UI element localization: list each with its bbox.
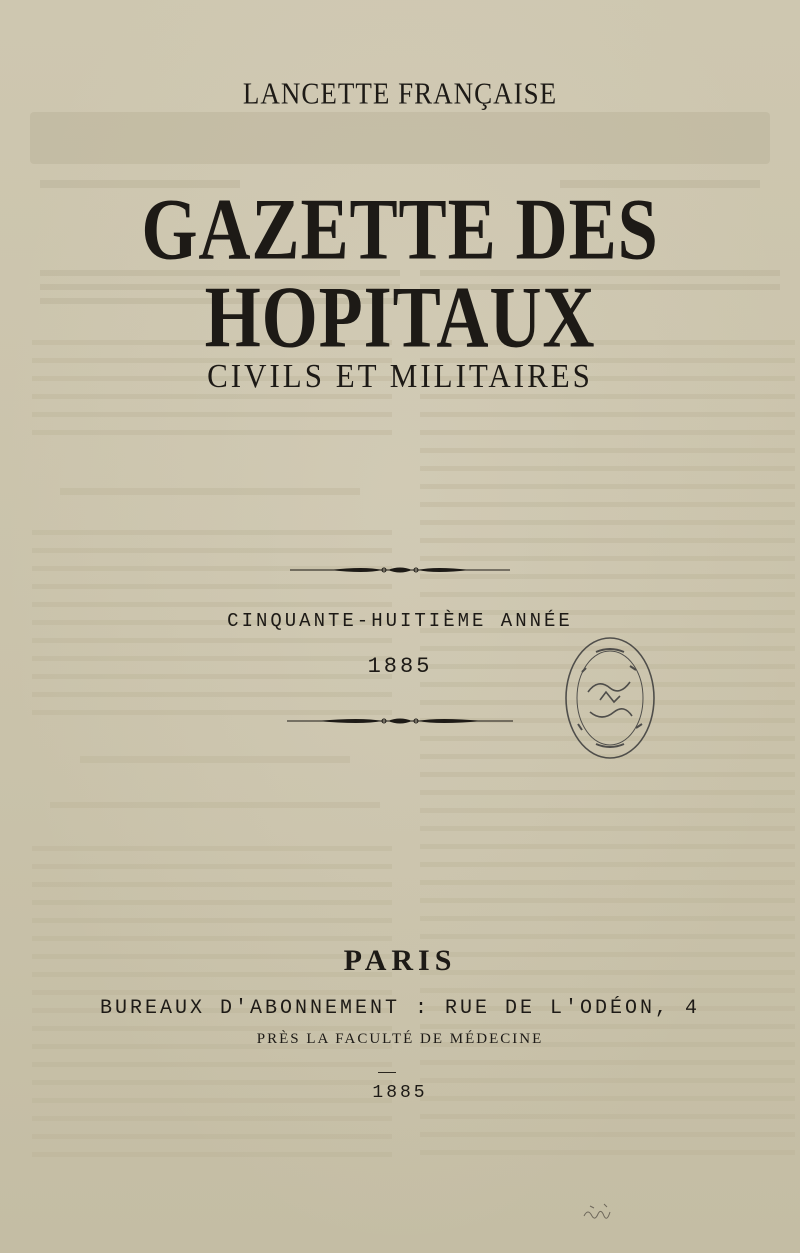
imprint-city: PARIS <box>343 944 457 977</box>
shelf-mark-icon <box>580 1198 620 1224</box>
volume-year: 1885 <box>367 654 433 679</box>
imprint-note: PRÈS LA FACULTÉ DE MÉDECINE <box>256 1031 544 1047</box>
year-volume-label: CINQUANTE-HUITIÈME ANNÉE <box>227 610 573 632</box>
publication-tagline: CIVILS ET MILITAIRES <box>207 356 593 395</box>
library-stamp-icon <box>560 632 660 764</box>
ornamental-divider-bottom <box>0 714 800 728</box>
flourish-rule-icon <box>287 714 513 728</box>
imprint-year: 1885 <box>372 1083 428 1103</box>
flourish-rule-icon <box>290 563 510 577</box>
ornamental-divider-top <box>0 563 800 577</box>
publication-title: GAZETTE DES HOPITAUX <box>141 180 659 367</box>
short-rule <box>378 1072 396 1073</box>
publication-subtitle: LANCETTE FRANÇAISE <box>242 75 558 111</box>
imprint-address: BUREAUX D'ABONNEMENT : RUE DE L'ODÉON, 4 <box>99 997 701 1020</box>
